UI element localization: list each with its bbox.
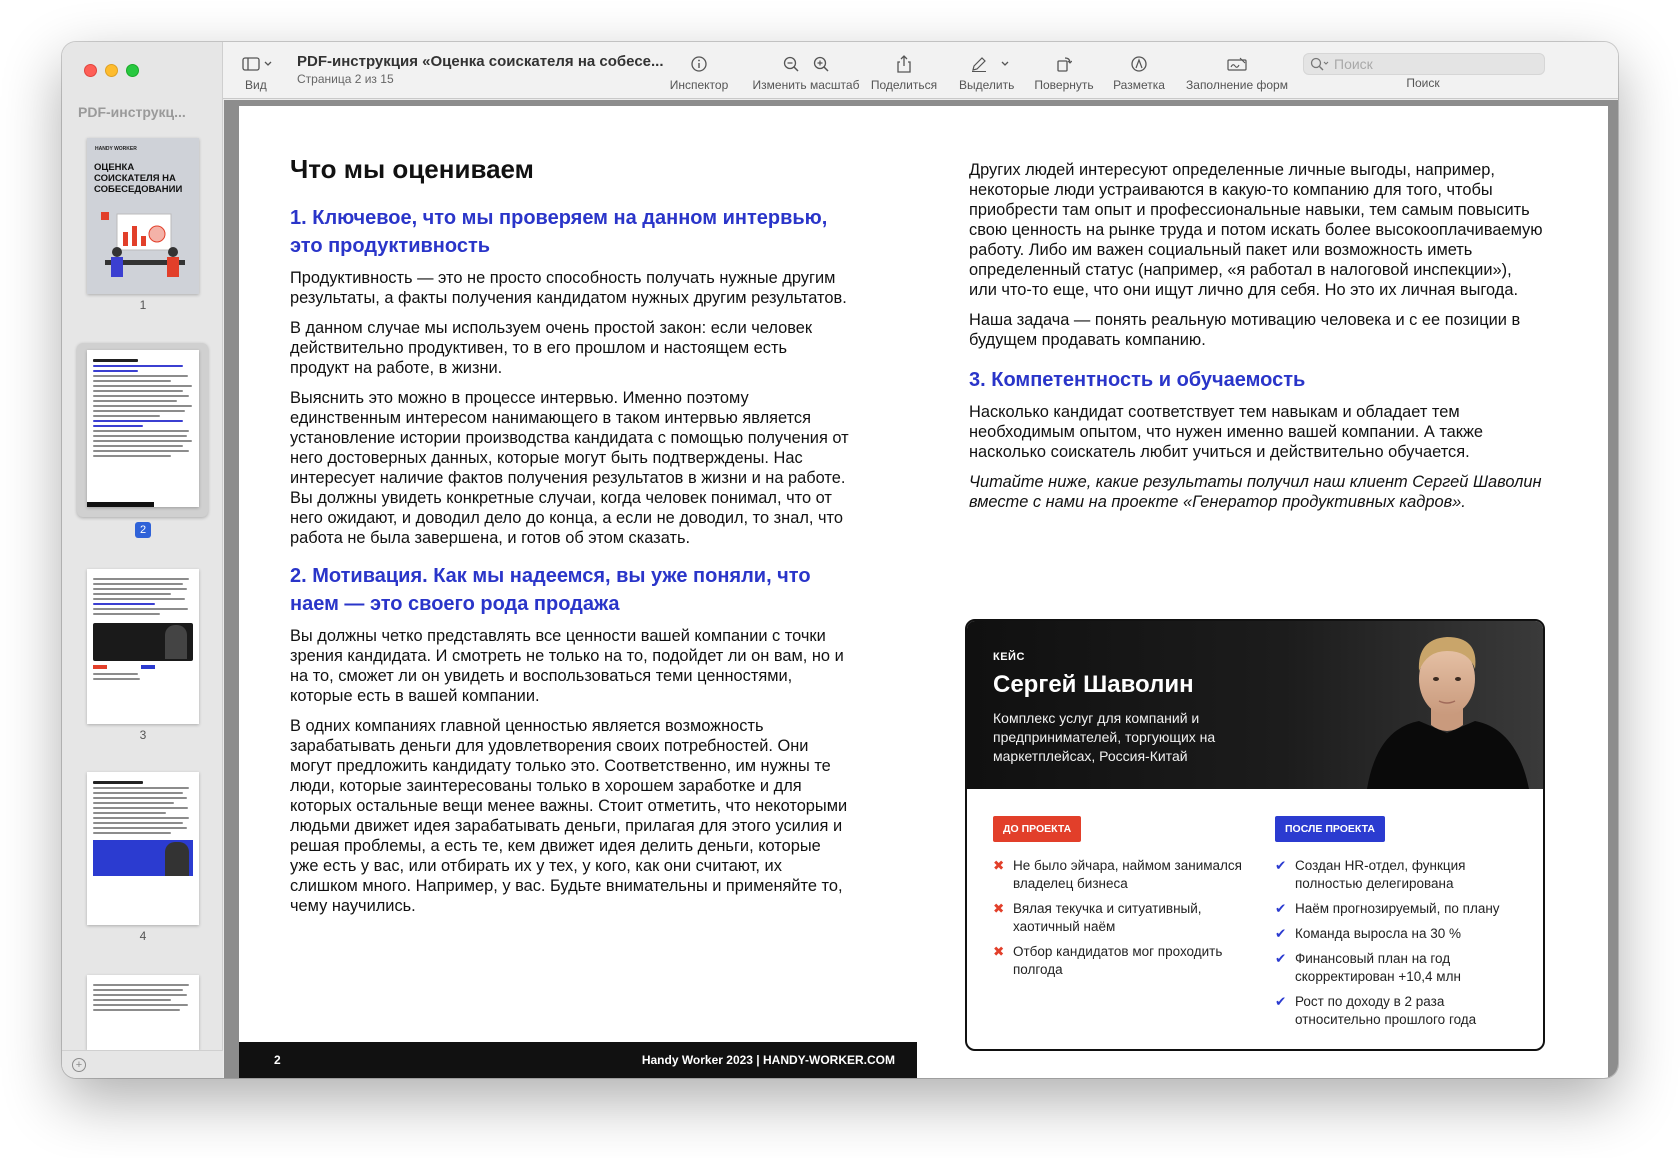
left-column xyxy=(290,154,850,926)
thumbnail-cover-brand: HANDY WORKER xyxy=(95,146,137,152)
thumbnail-cover-title: ОЦЕНКА СОИСКАТЕЛЯ НА СОБЕСЕДОВАНИИ xyxy=(94,162,183,195)
search-input[interactable] xyxy=(1334,56,1534,72)
before-item xyxy=(993,943,1243,979)
form-fill-icon xyxy=(1227,57,1247,71)
rotate-button[interactable] xyxy=(1029,54,1099,92)
share-button[interactable] xyxy=(867,54,941,92)
before-list xyxy=(993,857,1243,986)
before-item xyxy=(993,857,1243,893)
rotate-icon xyxy=(1056,56,1072,72)
before-item-text: Отбор кандидатов мог проходить полгода xyxy=(1013,944,1223,977)
cross-icon: ✖ xyxy=(993,944,1005,959)
close-button[interactable] xyxy=(84,64,97,77)
after-item-text: Команда выросла на 30 % xyxy=(1295,926,1462,941)
before-item xyxy=(993,900,1243,936)
zoom-out-icon[interactable] xyxy=(783,56,799,72)
check-icon: ✔ xyxy=(1275,926,1287,941)
footer-brand: Handy Worker 2023 | HANDY-WORKER.COM xyxy=(641,1053,895,1067)
inspector-label: Инспектор xyxy=(669,78,729,92)
sidebar-title: PDF-инструкц... xyxy=(78,104,186,120)
after-item-text: Рост по доходу в 2 раза относительно прошлого года xyxy=(1295,994,1477,1027)
thumbnail-page-2[interactable] xyxy=(87,350,199,507)
thumbnail-page-1[interactable] xyxy=(87,138,199,294)
right-column xyxy=(969,160,1544,522)
form-fill-button[interactable] xyxy=(1183,54,1291,92)
after-item xyxy=(1275,900,1525,918)
view-label: Вид xyxy=(245,78,267,92)
check-icon: ✔ xyxy=(1275,901,1287,916)
thumbnail-number-1: 1 xyxy=(139,298,147,312)
search-caption xyxy=(1393,76,1453,90)
case-client-name: Сергей Шаволин xyxy=(993,671,1194,698)
markup-icon xyxy=(1131,56,1147,72)
after-item xyxy=(1275,993,1525,1029)
thumbnail-number-4: 4 xyxy=(139,929,147,943)
search-label: Поиск xyxy=(1406,76,1440,90)
thumbnail-cover-illustration xyxy=(87,208,199,294)
case-card xyxy=(965,619,1545,1051)
markup-label: Разметка xyxy=(1113,78,1165,92)
client-portrait xyxy=(1347,621,1545,789)
after-item-text: Создан HR-отдел, функция полностью делегирована xyxy=(1295,858,1466,891)
page-status: Страница 2 из 15 xyxy=(297,72,394,86)
case-description: Комплекс услуг для компаний и предпринимателей, торгующих на маркетплейсах, Россия-Китай xyxy=(993,710,1216,764)
after-item xyxy=(1275,857,1525,893)
zoom-in-icon[interactable] xyxy=(813,56,829,72)
section-2-paragraph-2: В одних компаниях главной ценностью является возможность зарабатывать деньги для удовлетворения своих потребностей. Они могут предложить кандидату только это. Соответственно, им нужны те люди, которые заинтересованы только в хорошем заработке и для которых остальные вещи менее важны. Стоит отметить, что некоторыми людьми движет идея зарабатывать деньги, прилагая для этого усилия и решая проблемы, а есть те, кем движет идея делить деньги, которые уже есть у вас, или отбирать их у тех, у кого, как они считают, их слишком много. Например, у вас. Будьте внимательны и применяйте то, чему научились. xyxy=(290,717,848,915)
thumbnail-page-4[interactable] xyxy=(87,772,199,925)
chevron-down-icon xyxy=(264,61,272,67)
markup-button[interactable] xyxy=(1109,54,1169,92)
view-button[interactable] xyxy=(237,54,277,92)
check-icon: ✔ xyxy=(1275,951,1287,966)
thumbnail-page-3[interactable] xyxy=(87,569,199,724)
zoom-label: Изменить масштаб xyxy=(752,78,860,92)
section-2-paragraph-1: Вы должны четко представлять все ценности вашей компании с точки зрения кандидата. И смотреть не только на то, подойдет ли он вам, но и на то, сможет ли он увидеть и воспользоваться теми ценностями, которые есть в вашей компании. xyxy=(290,627,844,705)
after-project-badge: ПОСЛЕ ПРОЕКТА xyxy=(1275,816,1385,842)
thumbnail-sidebar xyxy=(62,42,223,1078)
rotate-label: Повернуть xyxy=(1034,78,1094,92)
section-1-paragraph-1: Продуктивность — это не просто способность получать нужные другим результаты, а факты получения кандидатом нужных другим результатов. xyxy=(290,269,847,307)
form-fill-label: Заполнение форм xyxy=(1186,78,1288,92)
chevron-down-icon[interactable] xyxy=(1001,61,1009,67)
check-icon: ✔ xyxy=(1275,994,1287,1009)
after-item xyxy=(1275,925,1525,943)
section-3-title: 3. Компетентность и обучаемость xyxy=(969,369,1306,391)
highlight-label: Выделить xyxy=(959,78,1015,92)
sidebar-footer xyxy=(62,1050,223,1078)
section-3-paragraph-1: Насколько кандидат соответствует тем навыкам и обладает тем необходимым опытом, что нужен именно вашей компании. А также насколько соискатель любит учиться и действительно обучается. xyxy=(969,403,1484,461)
case-tag: КЕЙС xyxy=(993,651,1025,663)
case-header xyxy=(967,621,1543,789)
after-item-text: Наём прогнозируемый, по плану xyxy=(1295,901,1500,916)
section-1-title: 1. Ключевое, что мы проверяем на данном интервью, это продуктивность xyxy=(290,207,828,257)
section-3-italic-note: Читайте ниже, какие результаты получил наш клиент Сергей Шаволин вместе с нами на проекте «Генератор продуктивных кадров». xyxy=(969,473,1542,511)
thumbnail-page-5[interactable] xyxy=(87,975,199,1050)
before-item-text: Вялая текучка и ситуативный, хаотичный наём xyxy=(1013,901,1202,934)
highlight-button[interactable] xyxy=(959,54,1021,92)
add-page-icon[interactable]: + xyxy=(72,1058,86,1072)
window-controls xyxy=(84,64,139,77)
info-icon xyxy=(691,56,707,72)
section-2-title: 2. Мотивация. Как мы надеемся, вы уже поняли, что наем — это своего рода продажа xyxy=(290,565,811,615)
page-heading: Что мы оцениваем xyxy=(290,154,534,184)
search-icon xyxy=(1310,57,1330,71)
before-project-badge: ДО ПРОЕКТА xyxy=(993,816,1081,842)
right-paragraph-1: Других людей интересуют определенные личные выгоды, например, некоторые люди устраиваются в какую-то компанию для того, чтобы приобрести там опыт и профессиональные навыки, тем самым повысить свою ценность на рынке труда и потом искать более высокооплачиваемую работу. Либо им важен социальный пакет или возможность иметь определенный статус (например, «я работал в налоговой инспекции»), или что-то еще, что они ищут лично для себя. Но это их личная выгода. xyxy=(969,161,1543,299)
thumbnail-number-2: 2 xyxy=(135,522,151,538)
thumbnail-number-3: 3 xyxy=(139,728,147,742)
toolbar xyxy=(223,42,1618,99)
section-1-paragraph-2: В данном случае мы используем очень простой закон: если человек действительно продуктивен, то в его прошлом и настоящем есть продукт на работе, в жизни. xyxy=(290,319,813,377)
before-item-text: Не было эйчара, наймом занимался владелец бизнеса xyxy=(1013,858,1242,891)
cross-icon: ✖ xyxy=(993,901,1005,916)
page-footer xyxy=(239,1042,917,1078)
document-title: PDF-инструкция «Оценка соискателя на собесе... xyxy=(297,53,664,70)
zoom-control[interactable] xyxy=(747,54,865,92)
share-label: Поделиться xyxy=(870,78,938,92)
pen-icon xyxy=(971,56,987,72)
after-item-text: Финансовый план на год скорректирован +10,4 млн xyxy=(1295,951,1461,984)
cross-icon: ✖ xyxy=(993,858,1005,873)
minimize-button[interactable] xyxy=(105,64,118,77)
sidebar-toggle-icon xyxy=(242,57,260,71)
document-viewport[interactable] xyxy=(224,100,1618,1078)
section-1-paragraph-3: Выяснить это можно в процессе интервью. Именно поэтому единственным интересом нанимающего в таком интервью является установление истории производства кандидата с помощью получения от него достоверных данных, которые могут быть подтверждены. Нас интересует наличие фактов получения результатов в жизни и на работе. Вы должны увидеть конкретные случаи, когда человек понимал, что от него ожидают, и доводил дело до конца, а если не доводил, то знал, что работа не была завершена, и готов об этом сказать. xyxy=(290,389,849,547)
inspector-button[interactable] xyxy=(663,54,735,92)
check-icon: ✔ xyxy=(1275,858,1287,873)
zoom-button[interactable] xyxy=(126,64,139,77)
footer-page-number: 2 xyxy=(274,1053,281,1067)
after-list xyxy=(1275,857,1525,1036)
search-field[interactable] xyxy=(1303,53,1545,75)
preview-window xyxy=(62,42,1618,1078)
pdf-page xyxy=(239,106,1608,1078)
share-icon xyxy=(897,55,911,73)
after-item xyxy=(1275,950,1525,986)
right-paragraph-2: Наша задача — понять реальную мотивацию человека и с ее позиции в будущем продавать компанию. xyxy=(969,311,1521,349)
